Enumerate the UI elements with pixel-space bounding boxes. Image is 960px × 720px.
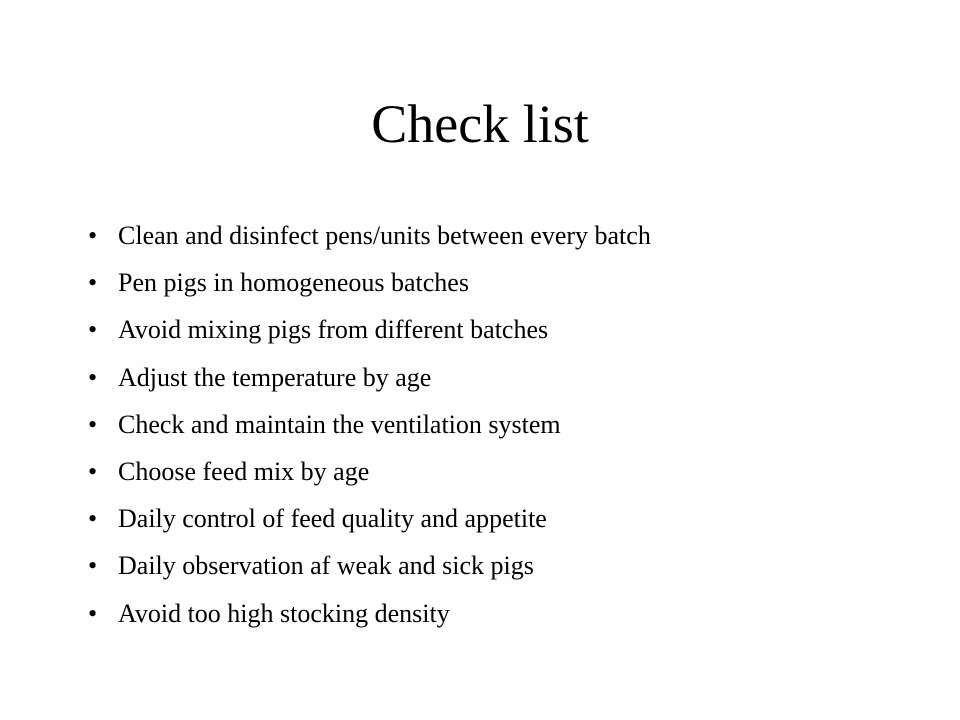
list-item-text: Avoid too high stocking density [118,598,450,628]
bullet-icon: • [88,221,98,250]
bullet-icon: • [88,598,98,628]
list-item [88,590,651,637]
list-item [88,401,651,448]
list-item-text: Adjust the temperature by age [118,362,432,392]
list-item-text: Daily control of feed quality and appetite [118,504,547,534]
bullet-icon: • [88,456,98,486]
slide-title: Check list [371,94,589,154]
bullet-icon: • [88,362,98,392]
list-item-text: Check and maintain the ventilation system [118,409,561,439]
bullet-icon: • [88,315,98,345]
list-item [88,212,651,259]
list-item-text: Pen pigs in homogeneous batches [118,268,469,298]
list-item-text: Daily observation af weak and sick pigs [118,551,534,581]
bullet-icon: • [88,504,98,534]
list-item [88,448,651,495]
bullet-icon: • [88,551,98,581]
list-item [88,495,651,542]
list-item [88,542,651,589]
list-item [88,354,651,401]
list-item-text: Choose feed mix by age [118,456,370,486]
list-item-text: Clean and disinfect pens/units between every batch [118,221,651,250]
bullet-icon: • [88,268,98,298]
list-item-text: Avoid mixing pigs from different batches [118,315,549,345]
checklist [88,212,651,637]
bullet-icon: • [88,409,98,439]
list-item [88,306,651,353]
list-item [88,259,651,306]
